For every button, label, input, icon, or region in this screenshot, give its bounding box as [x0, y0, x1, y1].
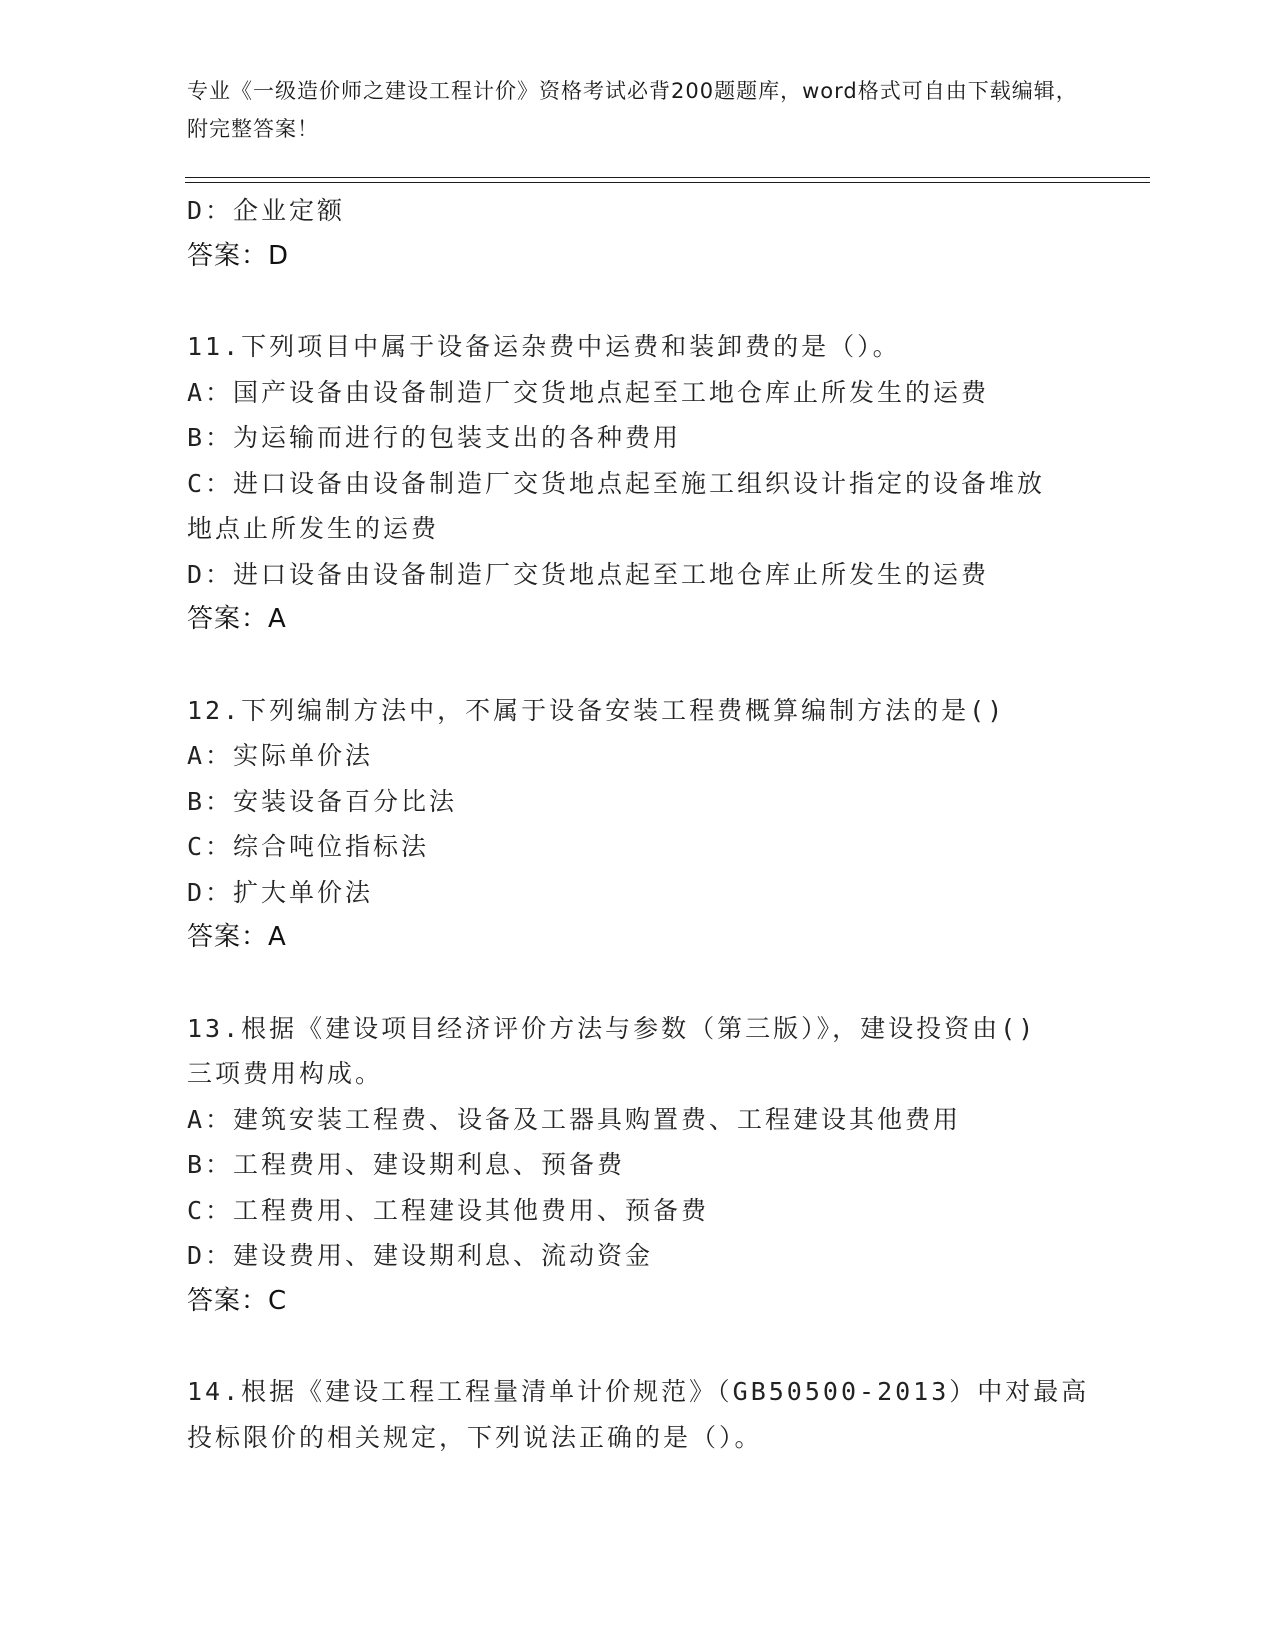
- option-b: B：工程费用、建设期利息、预备费: [187, 1150, 626, 1179]
- page-header: [187, 72, 1087, 148]
- option-c-continued: 地点止所发生的运费: [187, 514, 440, 543]
- option-c: C：进口设备由设备制造厂交货地点起至施工组织设计指定的设备堆放: [187, 468, 1046, 498]
- question-14: [187, 1369, 1090, 1460]
- spacer: [187, 1324, 1067, 1369]
- spacer: [187, 643, 1067, 688]
- option-a: A：建筑安装工程费、设备及工器具购置费、工程建设其他费用: [187, 1104, 962, 1134]
- option-c: C：综合吨位指标法: [187, 832, 430, 861]
- option-d: D：建设费用、建设期利息、流动资金: [187, 1241, 654, 1270]
- question-12: [187, 688, 1067, 961]
- option-a: A：实际单价法: [187, 741, 374, 770]
- question-13: [187, 1006, 1067, 1325]
- question-stem-continued: 三项费用构成。: [187, 1059, 384, 1088]
- question-11: [187, 324, 1067, 643]
- spacer: [187, 961, 1067, 1006]
- question-10-continued: [187, 188, 1067, 279]
- answer-line: 答案：A: [187, 922, 287, 952]
- answer-line: 答案：D: [187, 240, 290, 271]
- header-divider-bottom: [185, 182, 1150, 183]
- option-b: B：安装设备百分比法: [187, 786, 458, 816]
- option-d: D：进口设备由设备制造厂交货地点起至工地仓库止所发生的运费: [187, 559, 990, 589]
- question-stem: 11.下列项目中属于设备运杂费中运费和装卸费的是（）。: [187, 332, 901, 361]
- question-stem-continued: 投标限价的相关规定，下列说法正确的是（）。: [187, 1422, 763, 1452]
- option-d: D：扩大单价法: [187, 877, 374, 907]
- header-title: 专业《一级造价师之建设工程计价》资格考试必背200题题库，word格式可自由下载编辑，附完整答案！: [187, 79, 1078, 141]
- spacer: [187, 279, 1067, 324]
- option-b: B：为运输而进行的包装支出的各种费用: [187, 423, 682, 452]
- answer-line: 答案：C: [187, 1285, 288, 1316]
- question-stem: 12.下列编制方法中，不属于设备安装工程费概算编制方法的是(): [187, 695, 1006, 725]
- option-a: A：国产设备由设备制造厂交货地点起至工地仓库止所发生的运费: [187, 377, 990, 407]
- header-divider-top: [185, 177, 1150, 178]
- answer-line: 答案：A: [187, 604, 287, 634]
- option-c: C：工程费用、工程建设其他费用、预备费: [187, 1195, 710, 1225]
- question-stem: 13.根据《建设项目经济评价方法与参数（第三版）》，建设投资由(): [187, 1013, 1037, 1043]
- question-list: [187, 188, 1090, 1460]
- question-stem: 14.根据《建设工程工程量清单计价规范》（GB50500-2013）中对最高: [187, 1377, 1090, 1406]
- option-d: D：企业定额: [187, 196, 346, 225]
